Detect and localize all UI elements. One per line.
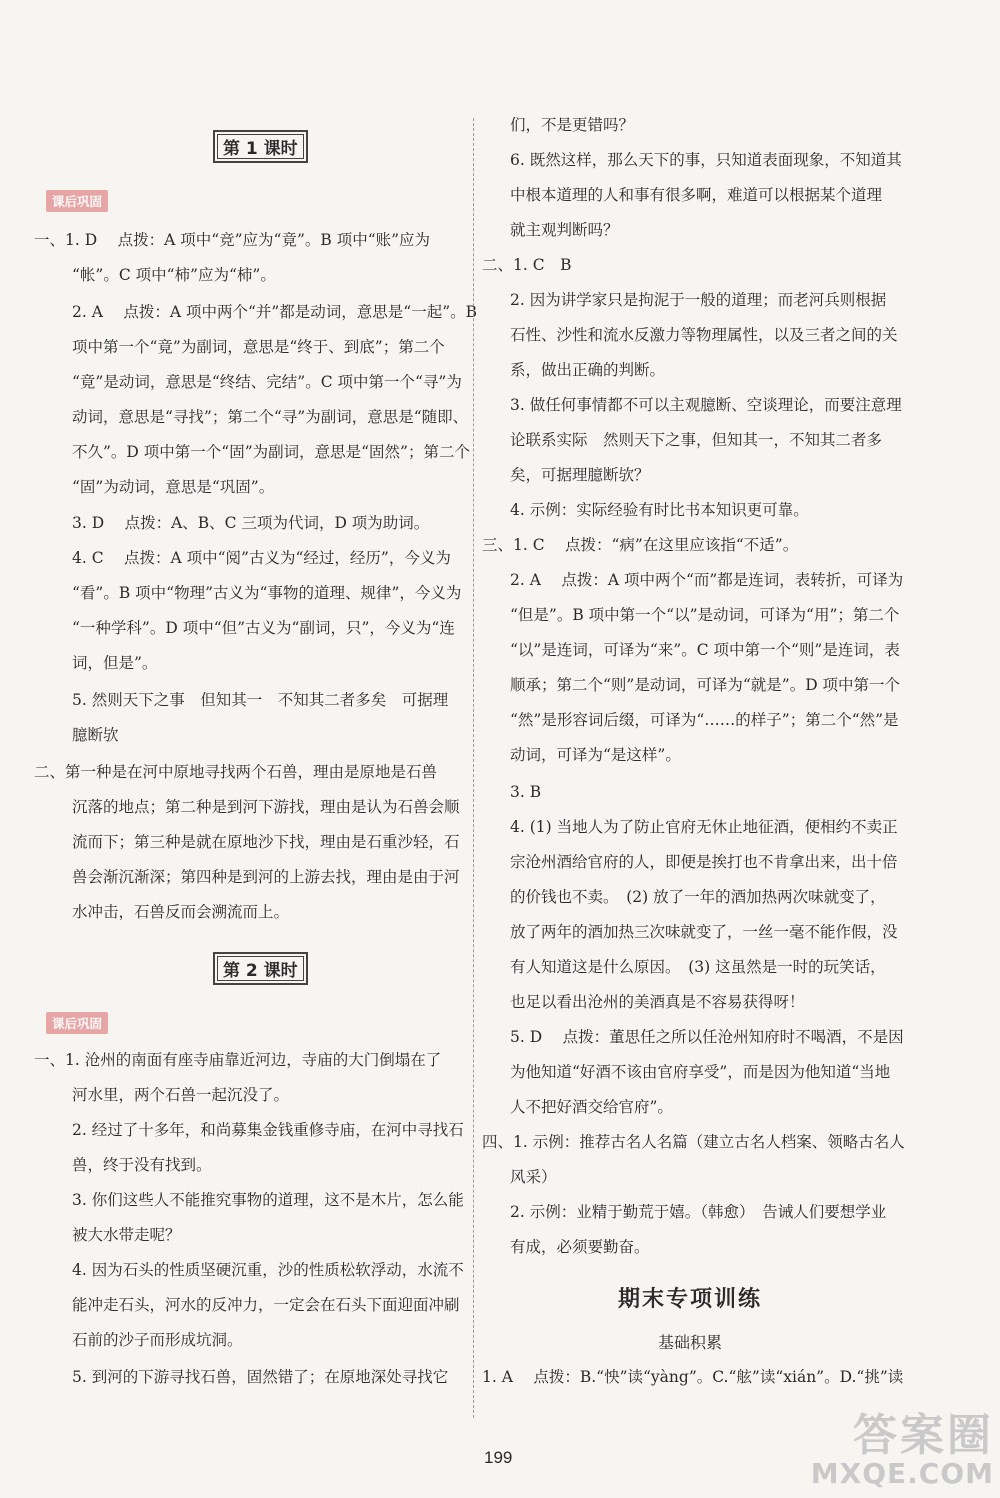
text-line: 3. D 点拨：A、B、C 三项为代词，D 项为助词。 — [72, 514, 430, 532]
text-line: 不久”。D 项中第一个“固”为副词，意思是“固然”；第二个 — [72, 443, 470, 461]
text-line: “看”。B 项中“物理”古义为“事物的道理、规律”，今义为 — [72, 584, 462, 602]
text-line: 二、第一种是在河中原地寻找两个石兽，理由是原地是石兽 — [34, 763, 438, 781]
text-line: 就主观判断吗？ — [510, 221, 619, 239]
text-line: 被大水带走呢？ — [72, 1226, 181, 1244]
text-line: 二、1. C B — [482, 256, 572, 274]
text-line: 兽会渐沉渐深；第四种是到河的上游去找，理由是由于河 — [72, 868, 460, 886]
text-line: “但是”。B 项中第一个“以”是动词，可译为“用”；第二个 — [510, 606, 900, 624]
text-line: 一、1. D 点拨：A 项中“竞”应为“竟”。B 项中“账”应为 — [34, 231, 431, 249]
page-number: 199 — [484, 1448, 513, 1467]
text-line: 4. 因为石头的性质坚硬沉重，沙的性质松软浮动，水流不 — [72, 1261, 464, 1279]
text-line: 四、1. 示例：推荐古名人名篇（建立古名人档案、领略古名人 — [482, 1133, 905, 1151]
text-line: 有成，必须要勤奋。 — [510, 1238, 650, 1256]
watermark-logo-text: 答案圈 — [853, 1410, 994, 1461]
text-line: 风采） — [510, 1168, 557, 1186]
text-line: 系，做出正确的判断。 — [510, 361, 666, 379]
text-line: 有人知道这是什么原因。 (3) 这虽然是一时的玩笑话， — [510, 958, 886, 976]
text-line: 5. 然则天下之事 但知其一 不知其二者多矣 可据理 — [72, 691, 449, 709]
text-line: 流而下；第三种是就在原地沙下找，理由是石重沙轻，石 — [72, 833, 460, 851]
text-line: 顺承；第二个“则”是动词，可译为“就是”。D 项中第一个 — [510, 676, 901, 694]
text-line: 中根本道理的人和事有很多啊，难道可以根据某个道理 — [510, 186, 883, 204]
text-line: 也足以看出沧州的美酒真是不容易获得呀！ — [510, 993, 805, 1011]
text-line: 4. 示例：实际经验有时比书本知识更可靠。 — [510, 501, 809, 519]
lesson-1-title: 第 1 课时 — [213, 130, 308, 163]
text-line: 动词，可译为“是这样”。 — [510, 746, 681, 764]
text-line: 石前的沙子而形成坑洞。 — [72, 1331, 243, 1349]
text-line: 人不把好酒交给官府”。 — [510, 1098, 673, 1116]
text-line: 们，不是更错吗？ — [510, 116, 635, 134]
text-line: 河水里，两个石兽一起沉没了。 — [72, 1086, 290, 1104]
text-line: 为他知道“好酒不该由官府享受”，而是因为他知道“当地 — [510, 1063, 891, 1081]
text-line: 动词，意思是“寻找”；第二个“寻”为副词，意思是“随即、 — [72, 408, 469, 426]
text-line: 4. C 点拨：A 项中“阅”古义为“经过，经历”，今义为 — [72, 549, 451, 567]
text-line: 6. 既然这样，那么天下的事，只知道表面现象，不知道其 — [510, 151, 902, 169]
text-line: 宗沧州酒给官府的人，即便是挨打也不肯拿出来，出十倍 — [510, 853, 898, 871]
text-line: “固”为动词，意思是“巩固”。 — [72, 478, 275, 496]
column-divider — [473, 118, 474, 1418]
text-line: 放了两年的酒加热三次味就变了，一丝一毫不能作假，没 — [510, 923, 898, 941]
text-line: 5. D 点拨：董思任之所以任沧州知府时不喝酒，不是因 — [510, 1028, 904, 1046]
text-line: 2. A 点拨：A 项中两个“并”都是动词，意思是“一起”。B — [72, 303, 478, 321]
text-line: 2. 示例：业精于勤荒于嬉。（韩愈） 告诫人们要想学业 — [510, 1203, 887, 1221]
text-line: 三、1. C 点拨：“病”在这里应该指“不适”。 — [482, 536, 799, 554]
text-line: 3. B — [510, 783, 542, 801]
watermark-url: MXQE.COM — [810, 1457, 994, 1490]
section-title: 期末专项训练 — [618, 1287, 763, 1312]
text-line: 臆断欤 — [72, 726, 119, 744]
text-line: 的价钱也不卖。 (2) 放了一年的酒加热两次味就变了， — [510, 888, 886, 906]
text-line: 2. A 点拨：A 项中两个“而”都是连词，表转折，可译为 — [510, 571, 904, 589]
section-subtitle: 基础积累 — [658, 1333, 723, 1352]
text-line: 项中第一个“竟”为副词，意思是“终于、到底”；第二个 — [72, 338, 445, 356]
text-line: 论联系实际 然则天下之事，但知其一，不知其二者多 — [510, 431, 883, 449]
text-line: “竟”是动词，意思是“终结、完结”。C 项中第一个“寻”为 — [72, 373, 462, 391]
lesson-2-tag: 课后巩固 — [46, 1012, 108, 1034]
text-line: 5. 到河的下游寻找石兽，固然错了；在原地深处寻找它 — [72, 1368, 449, 1386]
text-line: 1. A 点拨：B.“怏”读“yàng”。C.“舷”读“xián”。D.“挑”读 — [482, 1368, 904, 1386]
lesson-1-tag: 课后巩固 — [46, 190, 108, 212]
text-line: 词，但是”。 — [72, 654, 158, 672]
text-line: 沉落的地点；第二种是到河下游找，理由是认为石兽会顺 — [72, 798, 460, 816]
text-line: 水冲击，石兽反而会溯流而上。 — [72, 903, 290, 921]
text-line: 兽，终于没有找到。 — [72, 1156, 212, 1174]
watermark — [811, 1399, 994, 1490]
text-line: 3. 你们这些人不能推究事物的道理，这不是木片，怎么能 — [72, 1191, 464, 1209]
text-line: 矣，可据理臆断欤？ — [510, 466, 650, 484]
text-line: 一、1. 沧州的南面有座寺庙靠近河边，寺庙的大门倒塌在了 — [34, 1051, 442, 1069]
text-line: 3. 做任何事情都不可以主观臆断、空谈理论，而要注意理 — [510, 396, 902, 414]
text-line: 2. 经过了十多年，和尚募集金钱重修寺庙，在河中寻找石 — [72, 1121, 464, 1139]
text-line: 石性、沙性和流水反激力等物理属性，以及三者之间的关 — [510, 326, 898, 344]
text-line: 2. 因为讲学家只是拘泥于一般的道理；而老河兵则根据 — [510, 291, 887, 309]
text-line: “帐”。C 项中“柿”应为“柿”。 — [72, 266, 276, 284]
lesson-2-title: 第 2 课时 — [213, 952, 308, 985]
text-line: 能冲走石头，河水的反冲力，一定会在石头下面迎面冲刷 — [72, 1296, 460, 1314]
text-line: “以”是连词，可译为“来”。C 项中第一个“则”是连词，表 — [510, 641, 900, 659]
text-line: “一种学科”。D 项中“但”古义为“副词，只”，今义为“连 — [72, 619, 455, 637]
text-line: “然”是形容词后缀，可译为“……的样子”；第二个“然”是 — [510, 711, 899, 729]
text-line: 4. (1) 当地人为了防止官府无休止地征酒，便相约不卖正 — [510, 818, 898, 836]
